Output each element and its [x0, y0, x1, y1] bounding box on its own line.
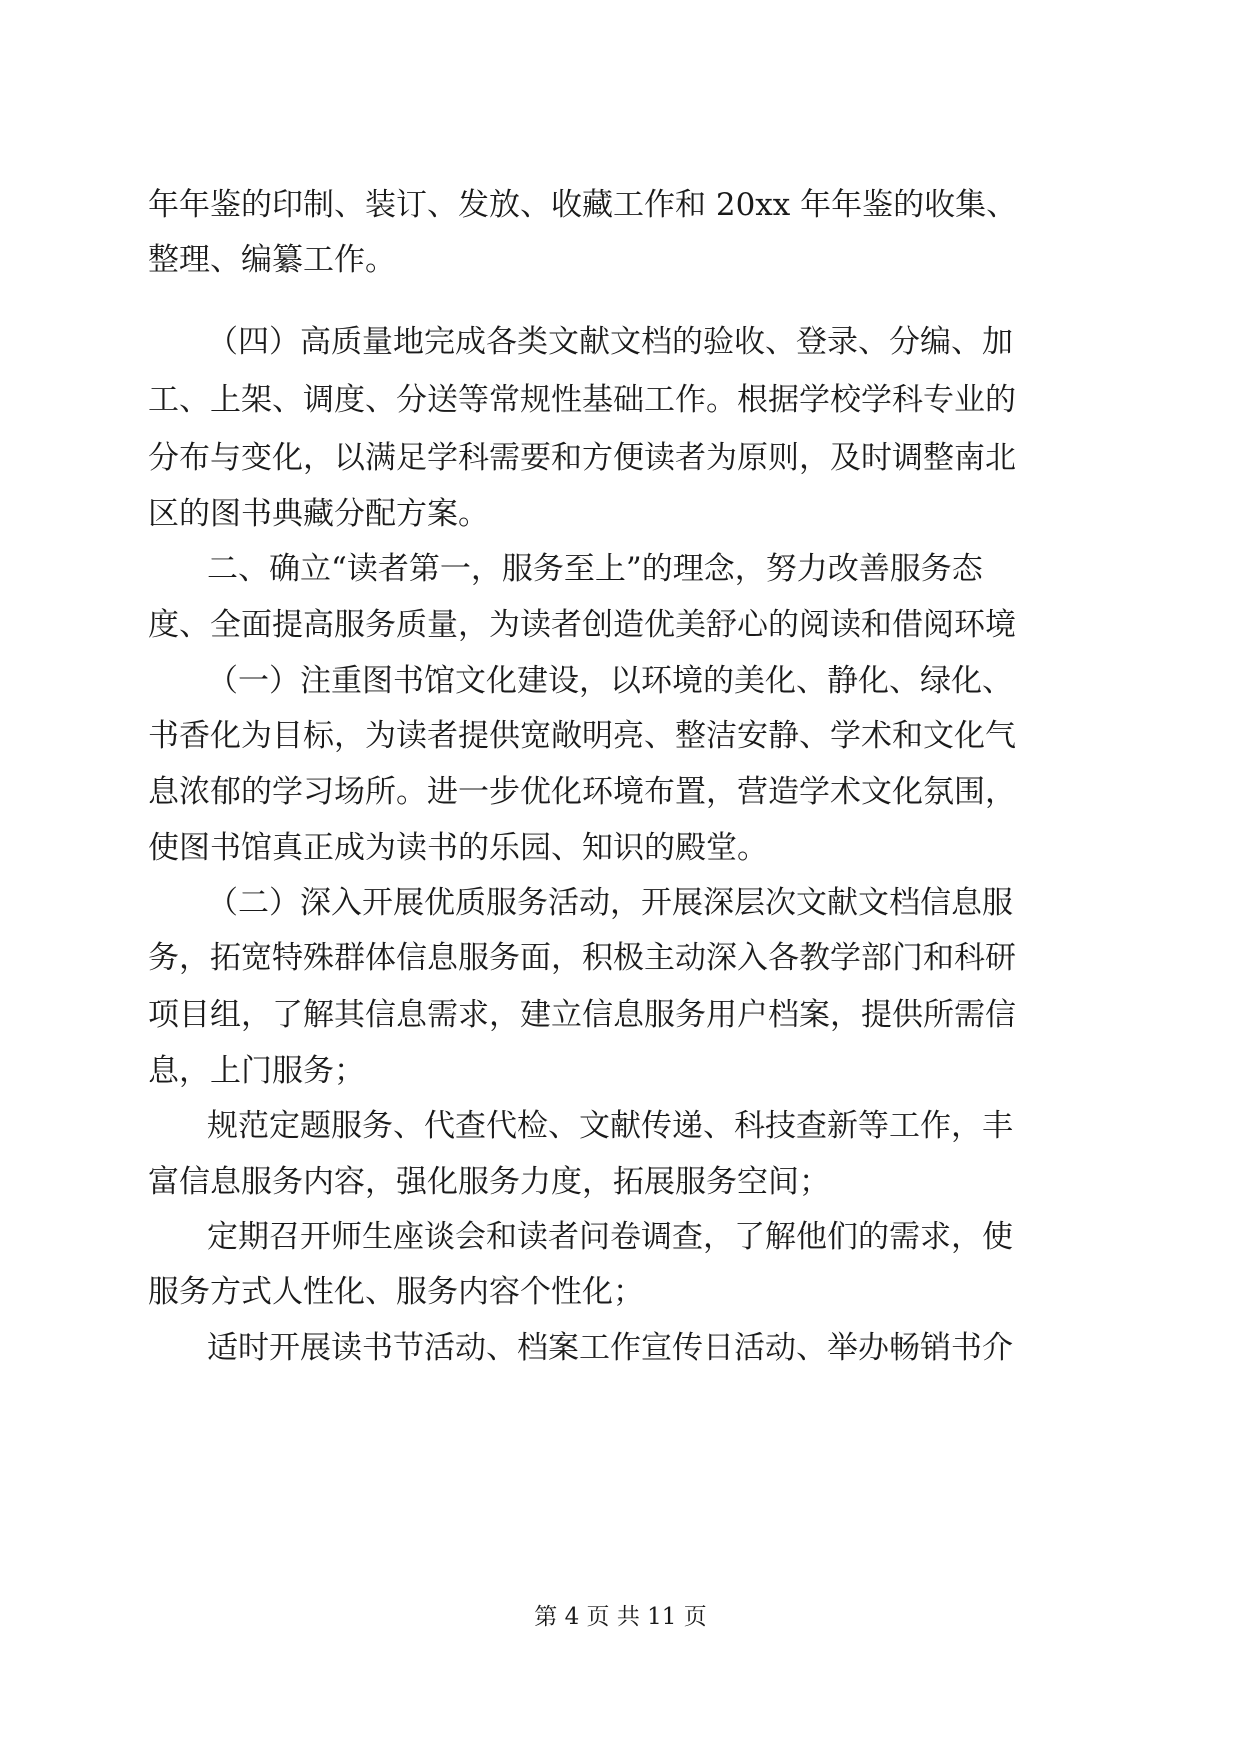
text-line — [0, 494, 1241, 554]
text-line — [0, 938, 1241, 998]
text-line — [0, 1106, 1241, 1166]
text-line — [0, 828, 1241, 888]
page-number-footer: 第 4 页 共 11 页 — [534, 1604, 707, 1630]
text-line — [0, 772, 1241, 832]
line-text: 息，上门服务； — [148, 1053, 365, 1089]
text-line — [0, 380, 1241, 440]
text-line — [0, 716, 1241, 776]
line-text: （一）注重图书馆文化建设，以环境的美化、静化、绿化、 — [207, 663, 1013, 699]
text-line — [0, 995, 1241, 1055]
line-text: 年年鉴的印制、装订、发放、收藏工作和 20xx 年年鉴的收集、 — [148, 187, 1018, 223]
text-line — [0, 605, 1241, 665]
line-text: 富信息服务内容，强化服务力度，拓展服务空间； — [148, 1164, 830, 1200]
text-line — [0, 1272, 1241, 1332]
text-line — [0, 240, 1241, 300]
text-line — [0, 661, 1241, 721]
line-text: 书香化为目标，为读者提供宽敞明亮、整洁安静、学术和文化气 — [148, 718, 1016, 754]
line-text: 整理、编纂工作。 — [148, 242, 396, 278]
text-line — [0, 185, 1241, 245]
line-text: 服务方式人性化、服务内容个性化； — [148, 1274, 644, 1310]
line-text: 使图书馆真正成为读书的乐园、知识的殿堂。 — [148, 830, 768, 866]
text-line — [0, 1328, 1241, 1388]
text-line — [0, 322, 1241, 382]
line-text: 度、全面提高服务质量，为读者创造优美舒心的阅读和借阅环境 — [148, 607, 1016, 643]
text-line — [0, 438, 1241, 498]
line-text: 工、上架、调度、分送等常规性基础工作。根据学校学科专业的 — [148, 382, 1016, 418]
line-text: 息浓郁的学习场所。进一步优化环境布置，营造学术文化氛围， — [148, 774, 1016, 810]
line-text: 二、确立“读者第一，服务至上”的理念，努力改善服务态 — [207, 551, 983, 587]
line-text: 分布与变化，以满足学科需要和方便读者为原则，及时调整南北 — [148, 440, 1016, 476]
line-text: 定期召开师生座谈会和读者问卷调查，了解他们的需求，使 — [207, 1219, 1013, 1255]
line-text: 务，拓宽特殊群体信息服务面，积极主动深入各教学部门和科研 — [148, 940, 1016, 976]
line-text: （二）深入开展优质服务活动，开展深层次文献文档信息服 — [207, 885, 1013, 921]
line-text: 规范定题服务、代查代检、文献传递、科技查新等工作，丰 — [207, 1108, 1013, 1144]
text-line — [0, 1162, 1241, 1222]
text-line — [0, 1217, 1241, 1277]
text-line — [0, 883, 1241, 943]
text-line — [0, 549, 1241, 609]
line-text: （四）高质量地完成各类文献文档的验收、登录、分编、加 — [207, 324, 1013, 360]
line-text: 适时开展读书节活动、档案工作宣传日活动、举办畅销书介 — [207, 1330, 1013, 1366]
text-line — [0, 1051, 1241, 1111]
line-text: 区的图书典藏分配方案。 — [148, 496, 489, 532]
line-text: 项目组，了解其信息需求，建立信息服务用户档案，提供所需信 — [148, 997, 1016, 1033]
